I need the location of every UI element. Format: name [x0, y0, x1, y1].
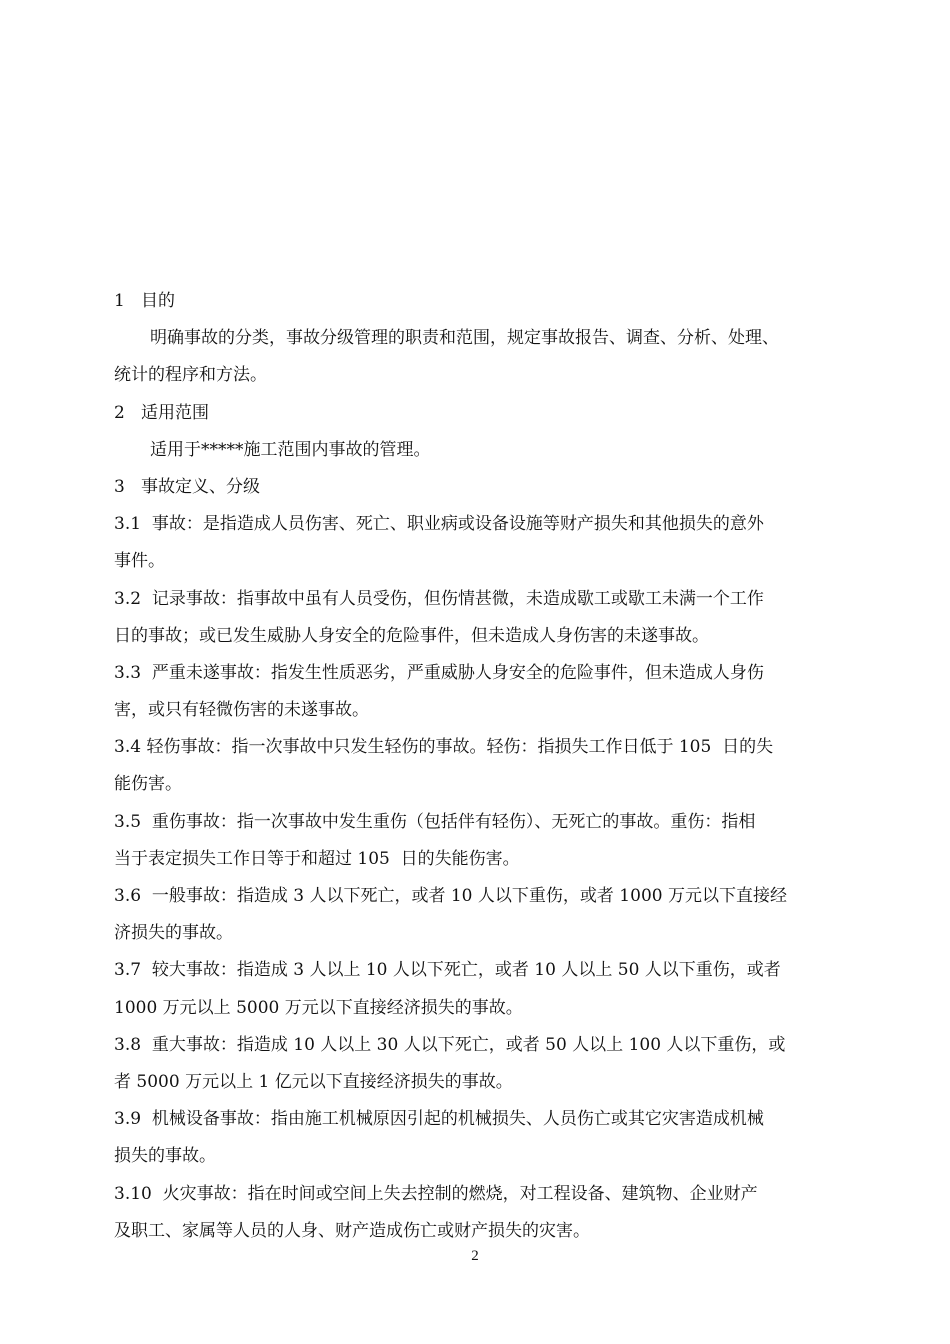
section-heading-purpose: 1 目的 — [114, 291, 176, 311]
definition-line: 3.4 轻伤事故：指一次事故中只发生轻伤的事故。轻伤：指损失工作日低于 105 日的失 — [114, 737, 774, 758]
paragraph-line: 明确事故的分类，事故分级管理的职责和范围，规定事故报告、调查、分析、处理、 — [150, 328, 779, 349]
definition-line: 3.2 记录事故：指事故中虽有人员受伤，但伤情甚微，未造成歇工或歇工未满一个工作 — [114, 588, 764, 609]
definition-line: 3.9 机械设备事故：指由施工机械原因引起的机械损失、人员伤亡或其它灾害造成机械 — [114, 1109, 764, 1130]
paragraph-line: 适用于*****施工范围内事故的管理。 — [150, 439, 431, 460]
definition-line: 能伤害。 — [114, 774, 182, 795]
paragraph-line: 统计的程序和方法。 — [114, 365, 267, 386]
document-body — [114, 283, 838, 1250]
definition-line: 3.3 严重未遂事故：指发生性质恶劣，严重威胁人身安全的危险事件，但未造成人身伤 — [114, 662, 764, 683]
definition-line: 3.5 重伤事故：指一次事故中发生重伤（包括伴有轻伤）、无死亡的事故。重伤：指相 — [114, 811, 756, 832]
definition-line: 3.1 事故：是指造成人员伤害、死亡、职业病或设备设施等财产损失和其他损失的意外 — [114, 514, 764, 535]
definition-line: 3.8 重大事故：指造成 10 人以上 30 人以下死亡，或者 50 人以上 100 人以下重伤，或 — [114, 1034, 786, 1055]
definition-line: 损失的事故。 — [114, 1146, 216, 1167]
definition-line: 害，或只有轻微伤害的未遂事故。 — [114, 700, 369, 721]
section-heading-scope: 2 适用范围 — [114, 402, 210, 423]
definition-line: 事件。 — [114, 551, 165, 572]
definition-line: 济损失的事故。 — [114, 923, 233, 944]
definition-line: 日的事故；或已发生威胁人身安全的危险事件，但未造成人身伤害的未遂事故。 — [114, 625, 709, 646]
definition-line: 3.6 一般事故：指造成 3 人以下死亡，或者 10 人以下重伤，或者 1000 万元以下直接经 — [114, 886, 787, 906]
definition-line: 者 5000 万元以上 1 亿元以下直接经济损失的事故。 — [114, 1071, 513, 1092]
section-heading-definitions: 3 事故定义、分级 — [114, 476, 261, 497]
definition-line: 3.10 火灾事故：指在时间或空间上失去控制的燃烧，对工程设备、建筑物、企业财产 — [114, 1183, 758, 1204]
page-number: 2 — [471, 1248, 479, 1264]
definition-line: 1000 万元以上 5000 万元以下直接经济损失的事故。 — [114, 997, 523, 1018]
definition-line: 当于表定损失工作日等于和超过 105 日的失能伤害。 — [114, 848, 520, 869]
definition-line: 3.7 较大事故：指造成 3 人以上 10 人以下死亡，或者 10 人以上 50 人以下重伤，或者 — [114, 960, 781, 981]
definition-line: 及职工、家属等人员的人身、财产造成伤亡或财产损失的灾害。 — [114, 1220, 590, 1241]
